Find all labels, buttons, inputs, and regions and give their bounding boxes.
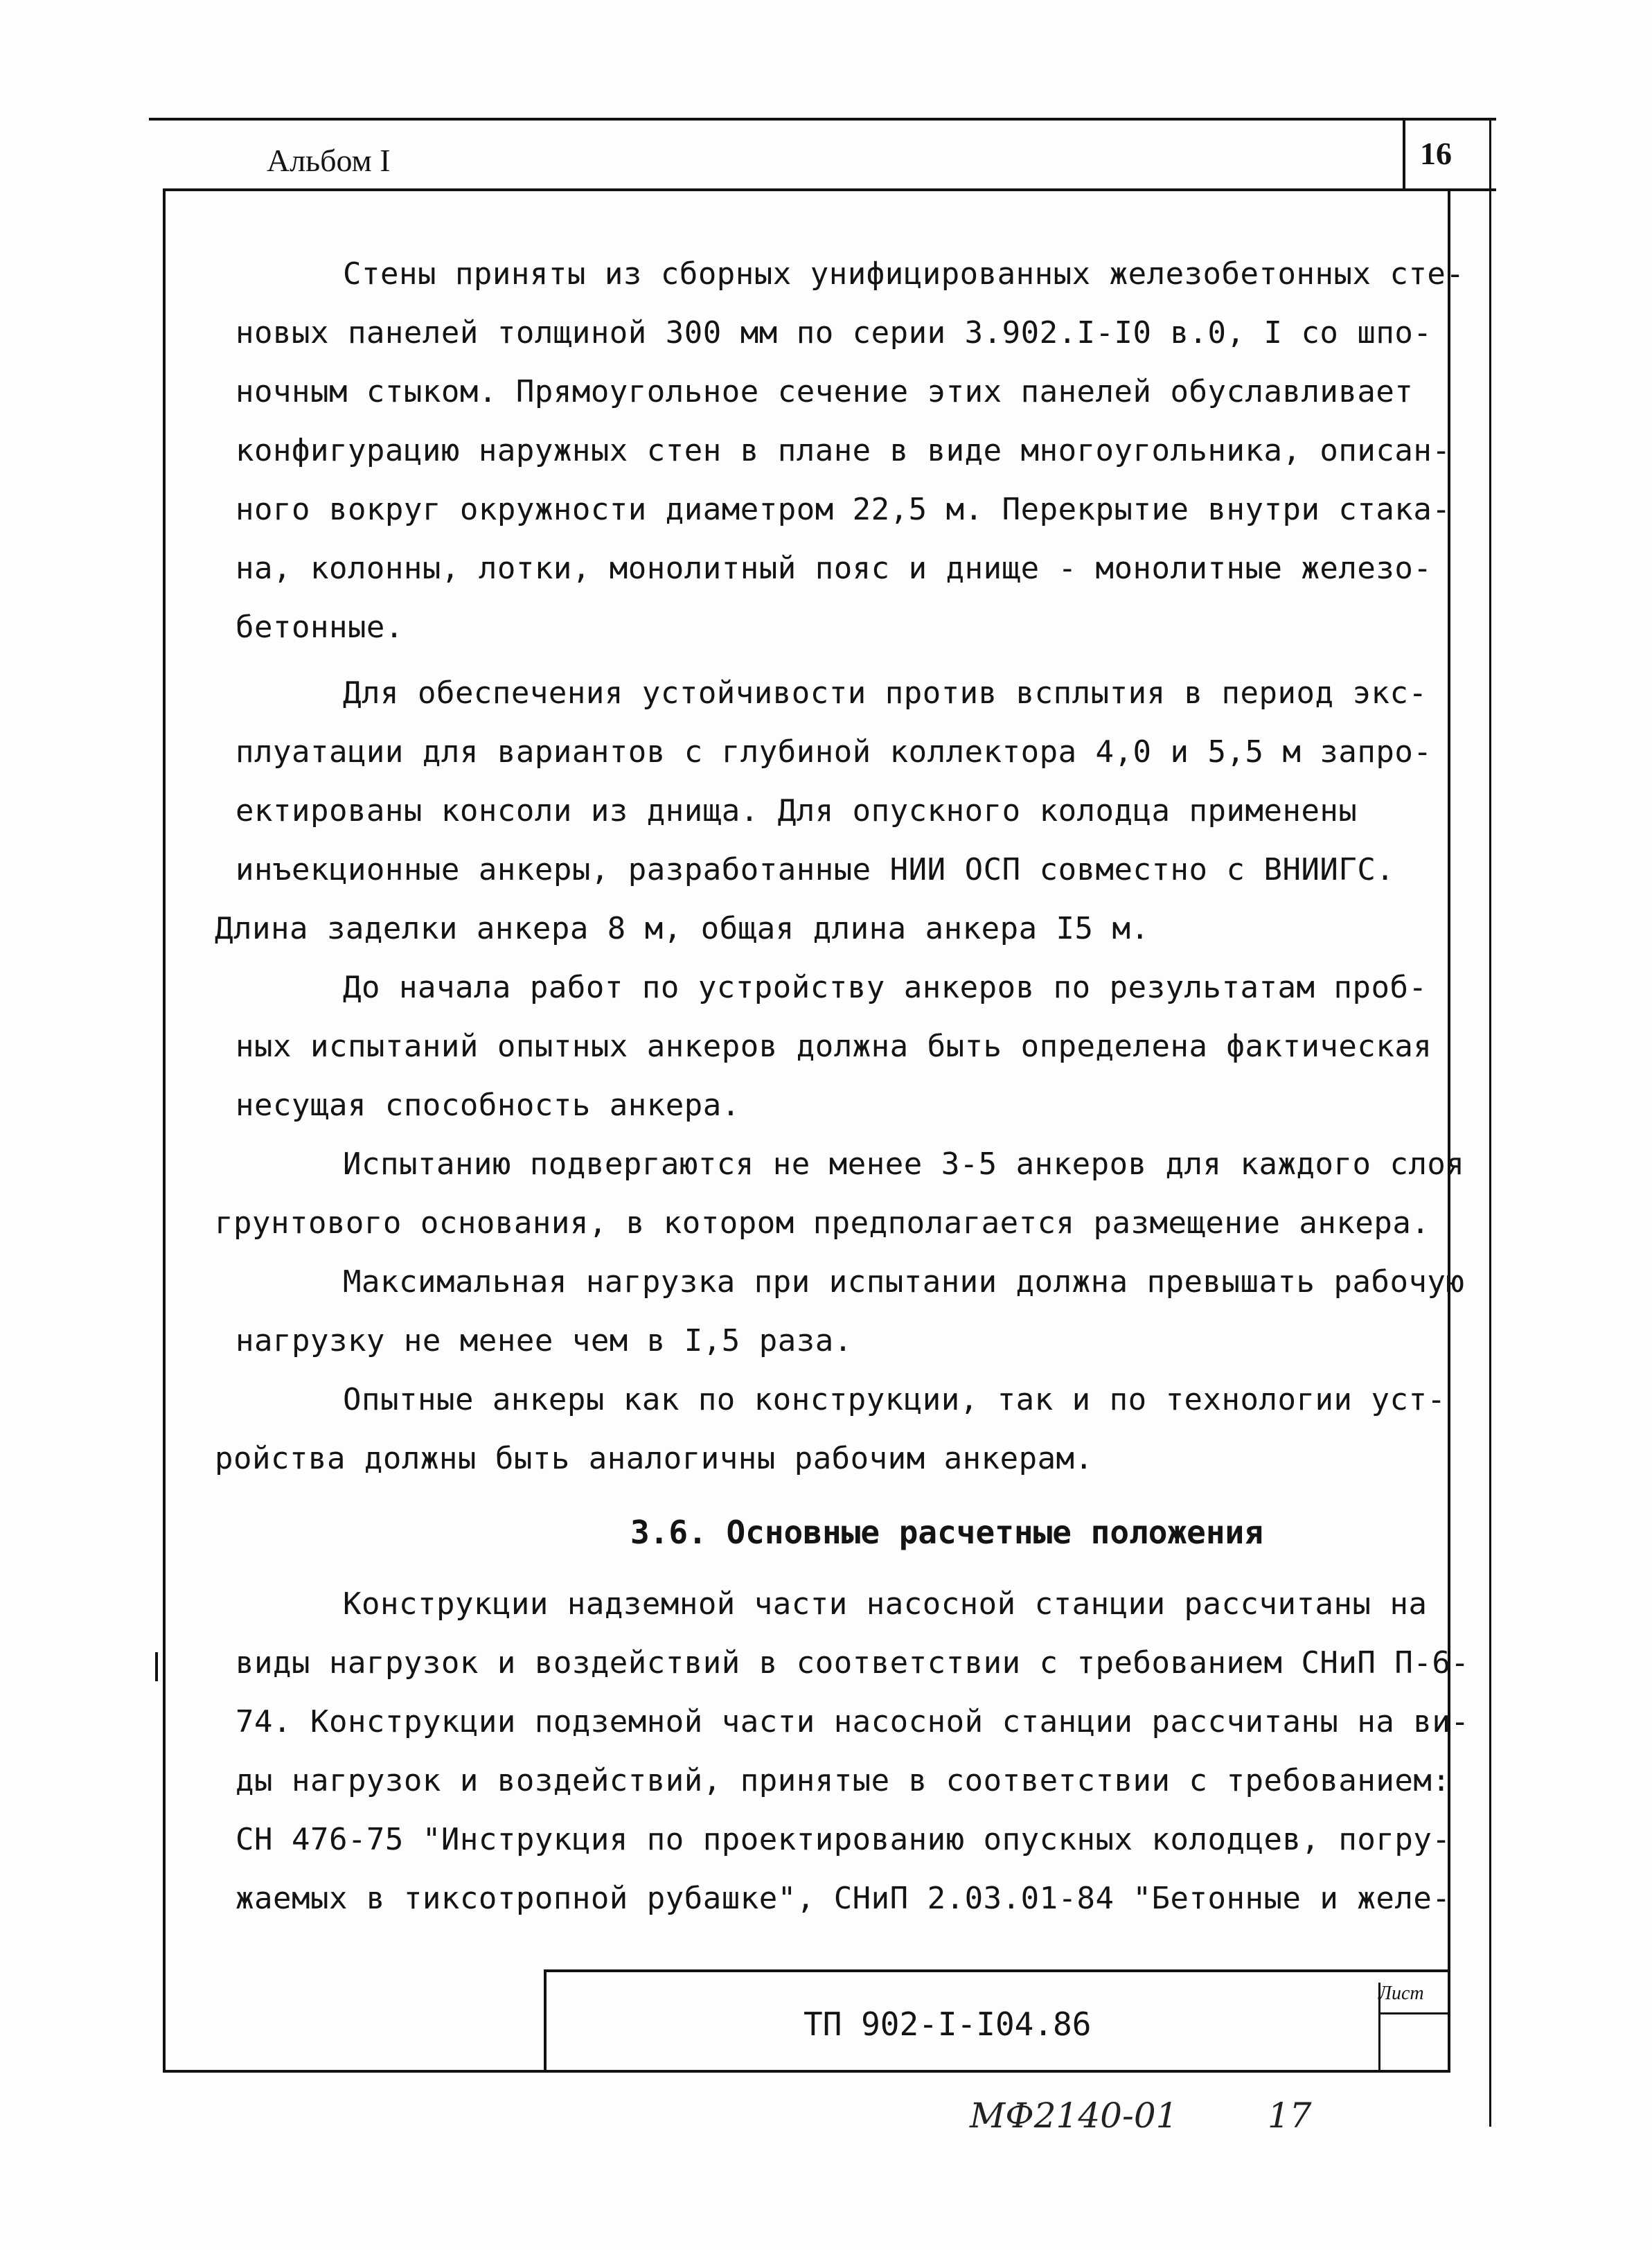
text-line: жаемых в тиксотропной рубашке", СНиП 2.03.01-84 "Бетонные и желе- bbox=[236, 1881, 1451, 1916]
text-line: Длина заделки анкера 8 м, общая длина анкера I5 м. bbox=[215, 911, 1150, 946]
text-line: нагрузку не менее чем в I,5 раза. bbox=[236, 1323, 853, 1358]
text-line: СН 476-75 "Инструкция по проектированию опускных колодцев, погру- bbox=[236, 1822, 1451, 1857]
text-line: До начала работ по устройству анкеров по результатам проб- bbox=[343, 970, 1428, 1005]
text-line: 74. Конструкции подземной части насосной станции рассчитаны на ви- bbox=[236, 1704, 1470, 1739]
text-line: бетонные. bbox=[236, 610, 404, 645]
text-line: ды нагрузок и воздействий, принятые в соответствии с требованием: bbox=[236, 1763, 1451, 1798]
text-line: конфигурацию наружных стен в плане в виде многоугольника, описан- bbox=[236, 433, 1451, 468]
text-line: плуатации для вариантов с глубиной коллектора 4,0 и 5,5 м запро- bbox=[236, 734, 1432, 770]
text-line: ектированы консоли из днища. Для опускного колодца применены bbox=[236, 793, 1358, 829]
handwritten-code: МФ2140-01 bbox=[970, 2096, 1178, 2136]
text-line: инъекционные анкеры, разработанные НИИ ОСП совместно с ВНИИГС. bbox=[236, 852, 1395, 887]
top-border-line bbox=[149, 118, 1496, 121]
page-number-divider bbox=[1403, 118, 1405, 190]
text-line: Максимальная нагрузка при испытании должна превышать рабочую bbox=[343, 1264, 1465, 1300]
document-code: ТП 902-I-I04.86 bbox=[803, 2005, 1092, 2043]
handwritten-number: 17 bbox=[1268, 2096, 1312, 2136]
stamp-sheet-line bbox=[1378, 2012, 1450, 2014]
text-line: ных испытаний опытных анкеров должна быть определена фактическая bbox=[236, 1029, 1432, 1064]
text-line: Опытные анкеры как по конструкции, так и по технологии уст- bbox=[343, 1382, 1446, 1417]
bottom-frame-line bbox=[163, 2070, 1450, 2073]
header-underline bbox=[163, 188, 1496, 191]
margin-tick bbox=[155, 1652, 158, 1681]
stamp-left-line bbox=[544, 1969, 547, 2072]
text-line: виды нагрузок и воздействий в соответствии с требованием СНиП П-6- bbox=[236, 1645, 1470, 1681]
stamp-top-line bbox=[544, 1969, 1450, 1972]
outer-right-line bbox=[1489, 118, 1491, 2127]
text-line: ночным стыком. Прямоугольное сечение этих панелей обуславливает bbox=[236, 374, 1414, 409]
text-line: Конструкции надземной части насосной станции рассчитаны на bbox=[343, 1586, 1428, 1622]
left-frame-line bbox=[163, 188, 166, 2073]
text-line: грунтового основания, в котором предполагается размещение анкера. bbox=[215, 1205, 1430, 1241]
text-line: на, колонны, лотки, монолитный пояс и днище - монолитные железо- bbox=[236, 551, 1432, 586]
text-line: Испытанию подвергаются не менее 3-5 анкеров для каждого слоя bbox=[343, 1146, 1465, 1182]
text-line: Для обеспечения устойчивости против всплытия в период экс- bbox=[343, 675, 1428, 711]
text-line: Стены приняты из сборных унифицированных железобетонных сте- bbox=[343, 256, 1465, 292]
album-label: Альбом I bbox=[267, 143, 391, 178]
text-line: ного вокруг окружности диаметром 22,5 м. Перекрытие внутри стака- bbox=[236, 492, 1451, 527]
text-line: несущая способность анкера. bbox=[236, 1088, 740, 1123]
text-line: новых панелей толщиной 300 мм по серии 3.902.I-I0 в.0, I со шпо- bbox=[236, 315, 1432, 351]
text-line: ройства должны быть аналогичны рабочим анкерам. bbox=[215, 1441, 1094, 1476]
sheet-label: Лист bbox=[1378, 1983, 1424, 2004]
page-number: 16 bbox=[1420, 136, 1452, 171]
section-heading: 3.6. Основные расчетные положения bbox=[630, 1514, 1263, 1551]
